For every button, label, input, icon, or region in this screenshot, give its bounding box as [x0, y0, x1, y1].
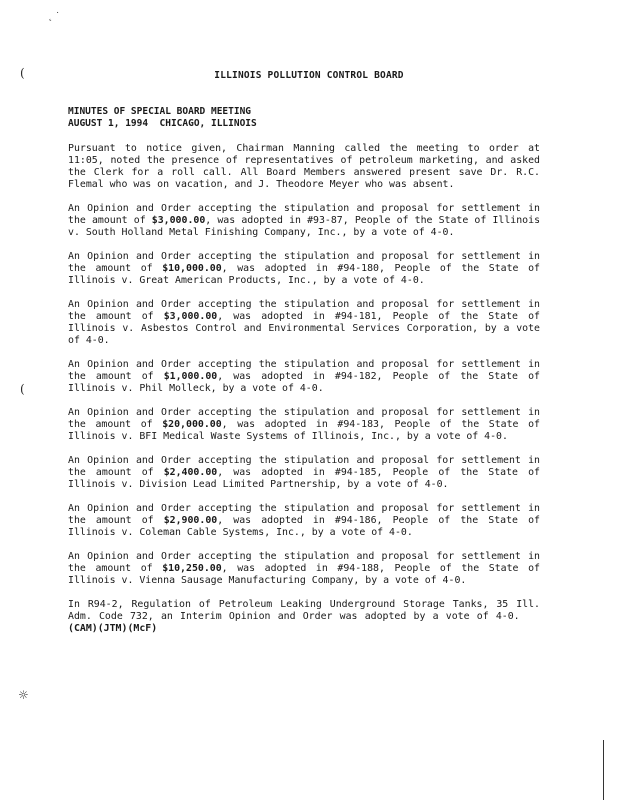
- settlement-paragraph: An Opinion and Order accepting the stipulation and proposal for settlement in the amount of $10,250.00, was adopted in #94-188, People of the State of Illinois v. Vienna Sausage Manufacturing Company, by a vote of 4-0.: [68, 551, 540, 586]
- board-title: ILLINOIS POLLUTION CONTROL BOARD: [214, 70, 404, 81]
- scan-edge-line: [603, 740, 604, 800]
- minutes-header: [68, 106, 257, 130]
- settlement-amount: $10,000.00: [162, 263, 222, 274]
- settlement-paragraph: An Opinion and Order accepting the stipulation and proposal for settlement in the amount of $2,900.00, was adopted in #94-186, People of the State of Illinois v. Coleman Cable Systems, Inc., by a vote of 4-0.: [68, 503, 540, 538]
- settlement-paragraph: An Opinion and Order accepting the stipulation and proposal for settlement in the amount of $1,000.00, was adopted in #94-182, People of the State of Illinois v. Phil Molleck, by a vote of 4-0.: [68, 359, 540, 394]
- settlement-amount: $10,250.00: [162, 563, 222, 574]
- settlement-paragraph: An Opinion and Order accepting the stipulation and proposal for settlement in the amount of $3,000.00, was adopted in #93-87, People of the State of Illinois v. South Holland Metal Finishing Company, Inc., by a vote of 4-0.: [68, 203, 541, 238]
- settlement-paragraph: An Opinion and Order accepting the stipulation and proposal for settlement in the amount of $3,000.00, was adopted in #94-181, People of the State of Illinois v. Asbestos Control and Environmental Services Corporation, by a vote of 4-0.: [68, 299, 540, 346]
- scan-speck-mark: ˛ ˙: [48, 12, 60, 22]
- settlement-paragraph: An Opinion and Order accepting the stipulation and proposal for settlement in the amount of $2,400.00, was adopted in #94-185, People of the State of Illinois v. Division Lead Limited Partnership, by a vote of 4-0.: [68, 455, 540, 490]
- settlement-amount: $2,900.00: [163, 515, 218, 526]
- scan-margin-mark: (: [20, 382, 25, 396]
- regulation-paragraph: In R94-2, Regulation of Petroleum Leaking Underground Storage Tanks, 35 Ill. Adm. Code 732, an Interim Opinion and Order was adopted by a vote of 4-0. (CAM)(JTM)(McF): [68, 599, 540, 634]
- minutes-title: MINUTES OF SPECIAL BOARD MEETING: [68, 106, 252, 117]
- intro-paragraph: Pursuant to notice given, Chairman Manning called the meeting to order at 11:05, noted the presence of representatives of petroleum marketing, and asked the Clerk for a roll call. All Board Members answered present save Dr. R.C. Flemal who was on vacation, and J. Theodore Meyer who was absent.: [68, 143, 540, 190]
- settlement-paragraph: An Opinion and Order accepting the stipulation and proposal for settlement in the amount of $20,000.00, was adopted in #94-183, People of the State of Illinois v. BFI Medical Waste Systems of Illinois, Inc., by a vote of 4-0.: [68, 407, 540, 442]
- settlement-amount: $1,000.00: [163, 371, 218, 382]
- settlement-amount: $3,000.00: [151, 215, 206, 226]
- board-member-initials: (CAM)(JTM)(McF): [68, 623, 158, 634]
- scan-margin-mark: ☼: [18, 688, 29, 702]
- settlement-amount: $20,000.00: [162, 419, 222, 430]
- settlement-paragraph: An Opinion and Order accepting the stipulation and proposal for settlement in the amount of $10,000.00, was adopted in #94-180, People of the State of Illinois v. Great American Products, Inc., by a vote of 4-0.: [68, 251, 540, 286]
- settlement-amount: $2,400.00: [163, 467, 218, 478]
- meeting-date-location: AUGUST 1, 1994 CHICAGO, ILLINOIS: [68, 118, 257, 129]
- settlement-amount: $3,000.00: [163, 311, 218, 322]
- scan-margin-mark: (: [20, 66, 25, 80]
- minutes-body: [68, 143, 540, 647]
